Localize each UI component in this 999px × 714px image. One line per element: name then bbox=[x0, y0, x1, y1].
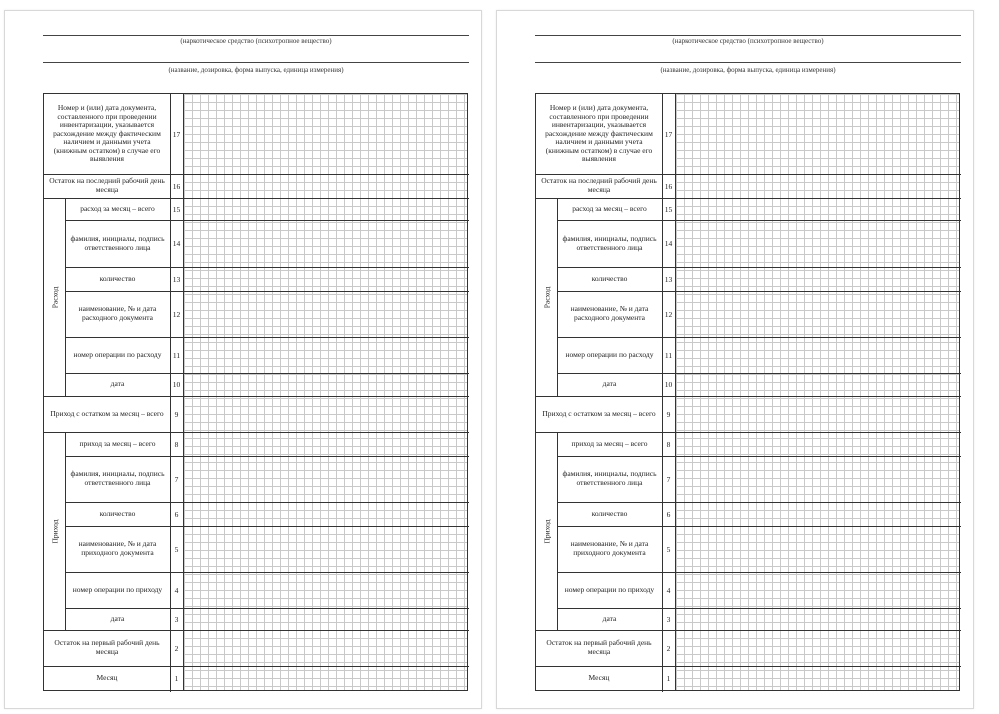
row-label-2: Остаток на первый рабочий день месяца bbox=[546, 638, 652, 656]
ledger-page-right bbox=[496, 10, 974, 709]
row-label-1: Месяц bbox=[588, 673, 610, 683]
substance-caption: (наркотическое средство (психотропное вещество) bbox=[180, 37, 332, 45]
row-number-13: 13 bbox=[172, 274, 181, 284]
ledger-page-left bbox=[4, 10, 482, 709]
row-number-3: 3 bbox=[666, 614, 671, 624]
row-label-5: наименование, № и дата приходного документа bbox=[78, 539, 157, 557]
details-line bbox=[535, 62, 961, 63]
row-number-15: 15 bbox=[172, 204, 181, 214]
row-number-14: 14 bbox=[664, 239, 673, 248]
row-number-12: 12 bbox=[664, 309, 673, 319]
details-line bbox=[43, 62, 469, 63]
row-label-10: дата bbox=[110, 379, 125, 389]
row-number-6: 6 bbox=[666, 509, 671, 519]
row-number-16: 16 bbox=[172, 181, 181, 191]
substance-caption: (наркотическое средство (психотропное вещество) bbox=[672, 37, 824, 45]
row-number-4: 4 bbox=[174, 585, 179, 595]
row-number-1: 1 bbox=[666, 674, 671, 683]
row-number-8: 8 bbox=[174, 439, 179, 449]
income-group-label: Приход bbox=[50, 519, 59, 543]
entry-grid bbox=[183, 94, 467, 690]
row-label-6: количество bbox=[591, 508, 628, 518]
row-number-11: 11 bbox=[172, 350, 181, 360]
substance-line bbox=[535, 35, 961, 36]
row-number-3: 3 bbox=[174, 614, 179, 624]
ledger-table bbox=[535, 93, 960, 691]
row-label-6: количество bbox=[99, 508, 136, 518]
row-number-15: 15 bbox=[664, 204, 673, 214]
row-label-16: Остаток на последний рабочий день месяца bbox=[49, 176, 165, 194]
row-number-5: 5 bbox=[174, 544, 179, 554]
row-label-10: дата bbox=[602, 379, 617, 389]
income-group-label: Приход bbox=[542, 519, 551, 543]
row-number-5: 5 bbox=[666, 544, 671, 554]
row-label-14: фамилия, инициалы, подпись ответственного лица bbox=[70, 233, 165, 252]
row-number-1: 1 bbox=[174, 674, 179, 683]
expense-group-label: Расход bbox=[542, 286, 552, 308]
row-number-7: 7 bbox=[666, 474, 671, 484]
row-label-17: Номер и (или) дата документа, составленного при проведении инвентаризации, указывается расхождение между фактическим наличием и данными учета (книжным остатком) в случае его выявления bbox=[545, 102, 653, 164]
row-label-4: номер операции по приходу bbox=[564, 584, 655, 594]
row-number-14: 14 bbox=[172, 239, 181, 248]
row-number-2: 2 bbox=[174, 643, 179, 653]
row-number-12: 12 bbox=[172, 309, 181, 319]
entry-grid bbox=[675, 94, 959, 690]
details-caption: (название, дозировка, форма выпуска, единица измерения) bbox=[168, 66, 344, 74]
row-label-11: номер операции по расходу bbox=[565, 349, 654, 359]
row-number-10: 10 bbox=[172, 380, 181, 389]
row-label-7: фамилия, инициалы, подпись ответственного лица bbox=[70, 469, 165, 487]
row-number-16: 16 bbox=[664, 181, 673, 191]
row-number-7: 7 bbox=[174, 474, 179, 484]
row-label-15: расход за месяц – всего bbox=[80, 203, 155, 213]
row-number-10: 10 bbox=[664, 380, 673, 389]
row-label-14: фамилия, инициалы, подпись ответственного лица bbox=[562, 233, 657, 252]
row-number-9: 9 bbox=[174, 409, 179, 419]
row-label-15: расход за месяц – всего bbox=[572, 203, 647, 213]
row-label-13: количество bbox=[591, 273, 628, 283]
row-label-8: приход за месяц – всего bbox=[571, 438, 648, 448]
row-label-9: Приход с остатком за месяц – всего bbox=[542, 408, 656, 418]
row-label-17: Номер и (или) дата документа, составленного при проведении инвентаризации, указывается расхождение между фактическим наличием и данными учета (книжным остатком) в случае его выявления bbox=[53, 102, 161, 164]
row-number-6: 6 bbox=[174, 509, 179, 519]
row-label-2: Остаток на первый рабочий день месяца bbox=[54, 638, 160, 656]
row-number-17: 17 bbox=[172, 129, 181, 139]
ledger-table bbox=[43, 93, 468, 691]
row-label-12: наименование, № и дата расходного документа bbox=[78, 304, 157, 322]
row-number-11: 11 bbox=[664, 350, 673, 360]
row-label-13: количество bbox=[99, 273, 136, 283]
row-label-8: приход за месяц – всего bbox=[79, 438, 156, 448]
row-label-11: номер операции по расходу bbox=[73, 349, 162, 359]
row-number-9: 9 bbox=[666, 409, 671, 419]
details-caption: (название, дозировка, форма выпуска, единица измерения) bbox=[660, 66, 836, 74]
row-number-13: 13 bbox=[664, 274, 673, 284]
row-label-3: дата bbox=[110, 613, 125, 623]
row-label-1: Месяц bbox=[96, 673, 118, 683]
row-label-7: фамилия, инициалы, подпись ответственного лица bbox=[562, 469, 657, 487]
row-label-12: наименование, № и дата расходного документа bbox=[570, 304, 649, 322]
row-number-2: 2 bbox=[666, 643, 671, 653]
row-label-4: номер операции по приходу bbox=[72, 584, 163, 594]
row-label-16: Остаток на последний рабочий день месяца bbox=[541, 176, 657, 194]
row-label-9: Приход с остатком за месяц – всего bbox=[50, 408, 164, 418]
row-number-4: 4 bbox=[666, 585, 671, 595]
row-number-8: 8 bbox=[666, 439, 671, 449]
row-number-17: 17 bbox=[664, 129, 673, 139]
row-label-3: дата bbox=[602, 613, 617, 623]
substance-line bbox=[43, 35, 469, 36]
row-label-5: наименование, № и дата приходного документа bbox=[570, 539, 649, 557]
expense-group-label: Расход bbox=[50, 286, 60, 308]
